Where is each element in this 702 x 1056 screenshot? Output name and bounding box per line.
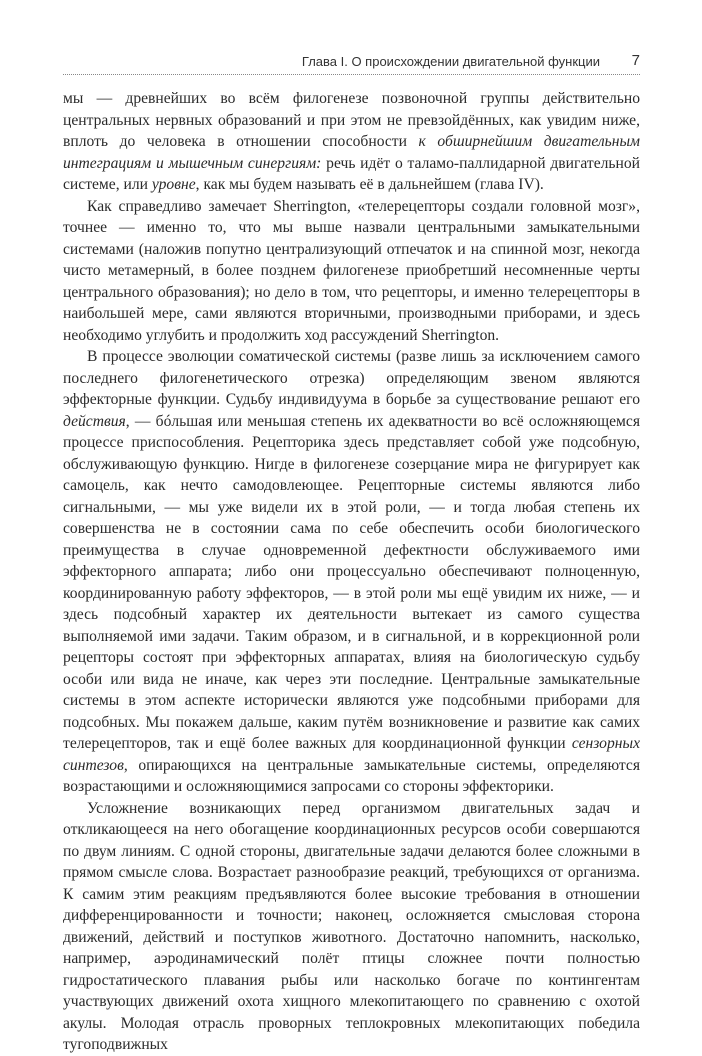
paragraph-italic-text: действия xyxy=(63,412,126,430)
paragraph-italic-text: к обширнейшим двигательным интеграциям и мышечным синергиям: xyxy=(63,133,641,172)
paragraph-2 xyxy=(63,196,640,347)
paragraph-italic-text: уровне xyxy=(151,176,196,193)
paragraph-text: , как мы будем называть её в дальнейшем (глава IV). xyxy=(195,176,544,193)
paragraph-text: , — бóльшая или меньшая степень их адекватности во всё осложняющемся процессе приспособления. Рецепторика здесь представляет собой уже подсобную, обслуживающую функцию. Нигде в филогенезе созерцание мира не фигурирует как самоцель, как нечто самодовлеющее. Рецепторные системы являются либо сигнальными, — мы уже видели их в этой роли, — и тогда любая степень их совершенства не в состоянии сама по себе обеспечить особи биологического преимущества в случае одновременной дефектности обслуживаемого ими эффекторного аппарата; либо они процессуально обеспечивают полноценную, координированную работу эффекторов, — в этой роли мы ещё увидим их ниже, — и здесь подсобный характер их деятельности вытекает из самого существа выполняемой ими задачи. Таким образом, и в сигнальной, и в коррекционной роли рецепторы состоят при эффекторных аппаратах, влияя на биологическую судьбу особи или вида не иначе, как через эти последние. Центральные замыкательные системы в этом аспекте исторически являются уже подсобными приборами для подсобных. Мы покажем дальше, каким путём возникновение и развитие как самих телерецепторов, так и ещё более важных для координационной функции xyxy=(63,412,640,752)
paragraph-text: речь идёт о таламо-паллидарной двигательной системе, или xyxy=(63,154,641,193)
running-header xyxy=(63,52,640,74)
paragraph-text: В процессе эволюции соматической системы (разве лишь за исключением самого последнего филогенетического отрезка) определяющим звеном являются эффекторные функции. Судьбу индивидуума в борьбе за существование решают его xyxy=(63,348,640,408)
page-number: 7 xyxy=(631,52,640,69)
paragraph-text: Как справедливо замечает Sherrington, «телерецепторы создали головной мозг», точнее — именно то, что мы выше назвали центральными замыкательными системами (наложив попутно централизующий отпечаток и на спинной мозг, некогда чисто метамерный, в более позднем филогенезе приобретший несомненные черты центрального образования); но дело в том, что рецепторы, и именно телерецепторы в наибольшей мере, сами являются вторичными, производными приборами, и здесь необходимо углубить и продолжить ход рассуждений Sherrington. xyxy=(63,197,640,344)
chapter-running-title: Глава I. О происхождении двигательной функции xyxy=(301,54,600,69)
paragraph-text: Усложнение возникающих перед организмом двигательных задач и откликающееся на него обогащение координационных ресурсов особи совершаются по двум линиям. С одной стороны, двигательные задачи делаются более сложными в прямом смысле слова. Возрастает разнообразие реакций, требующихся от организма. К самим этим реакциям предъявляются более высокие требования в отношении дифференцированности и точности; наконец, осложняется смысловая сторона движений, действий и поступков животного. Достаточно напомнить, насколько, например, аэродинамический полёт птицы сложнее почти полностью гидростатического плавания рыбы или насколько богаче по контингентам участвующих движений охота хищного млекопитающего по сравнению с охотой акулы. Молодая отрасль проворных теплокровных млекопитающих победила тугоподвижных xyxy=(63,799,640,1053)
body-text xyxy=(63,88,640,1056)
paragraph-3 xyxy=(63,346,640,798)
paragraph-text: мы — древнейших во всём филогенезе позвоночной группы действительно центральных нервных образований и при этом не превзойдённых, как увидим ниже, вплоть до человека в отношении способности xyxy=(63,90,640,150)
paragraph-text: , опирающихся на центральные замыкательные системы, определяются возрастающими и осложняющимися запросами со стороны эффекторики. xyxy=(63,756,640,795)
paragraph-italic-text: сензорных синтезов xyxy=(63,735,640,774)
header-dotted-rule xyxy=(63,74,640,75)
paragraph-4 xyxy=(63,798,640,1056)
paragraph-1 xyxy=(63,88,640,196)
